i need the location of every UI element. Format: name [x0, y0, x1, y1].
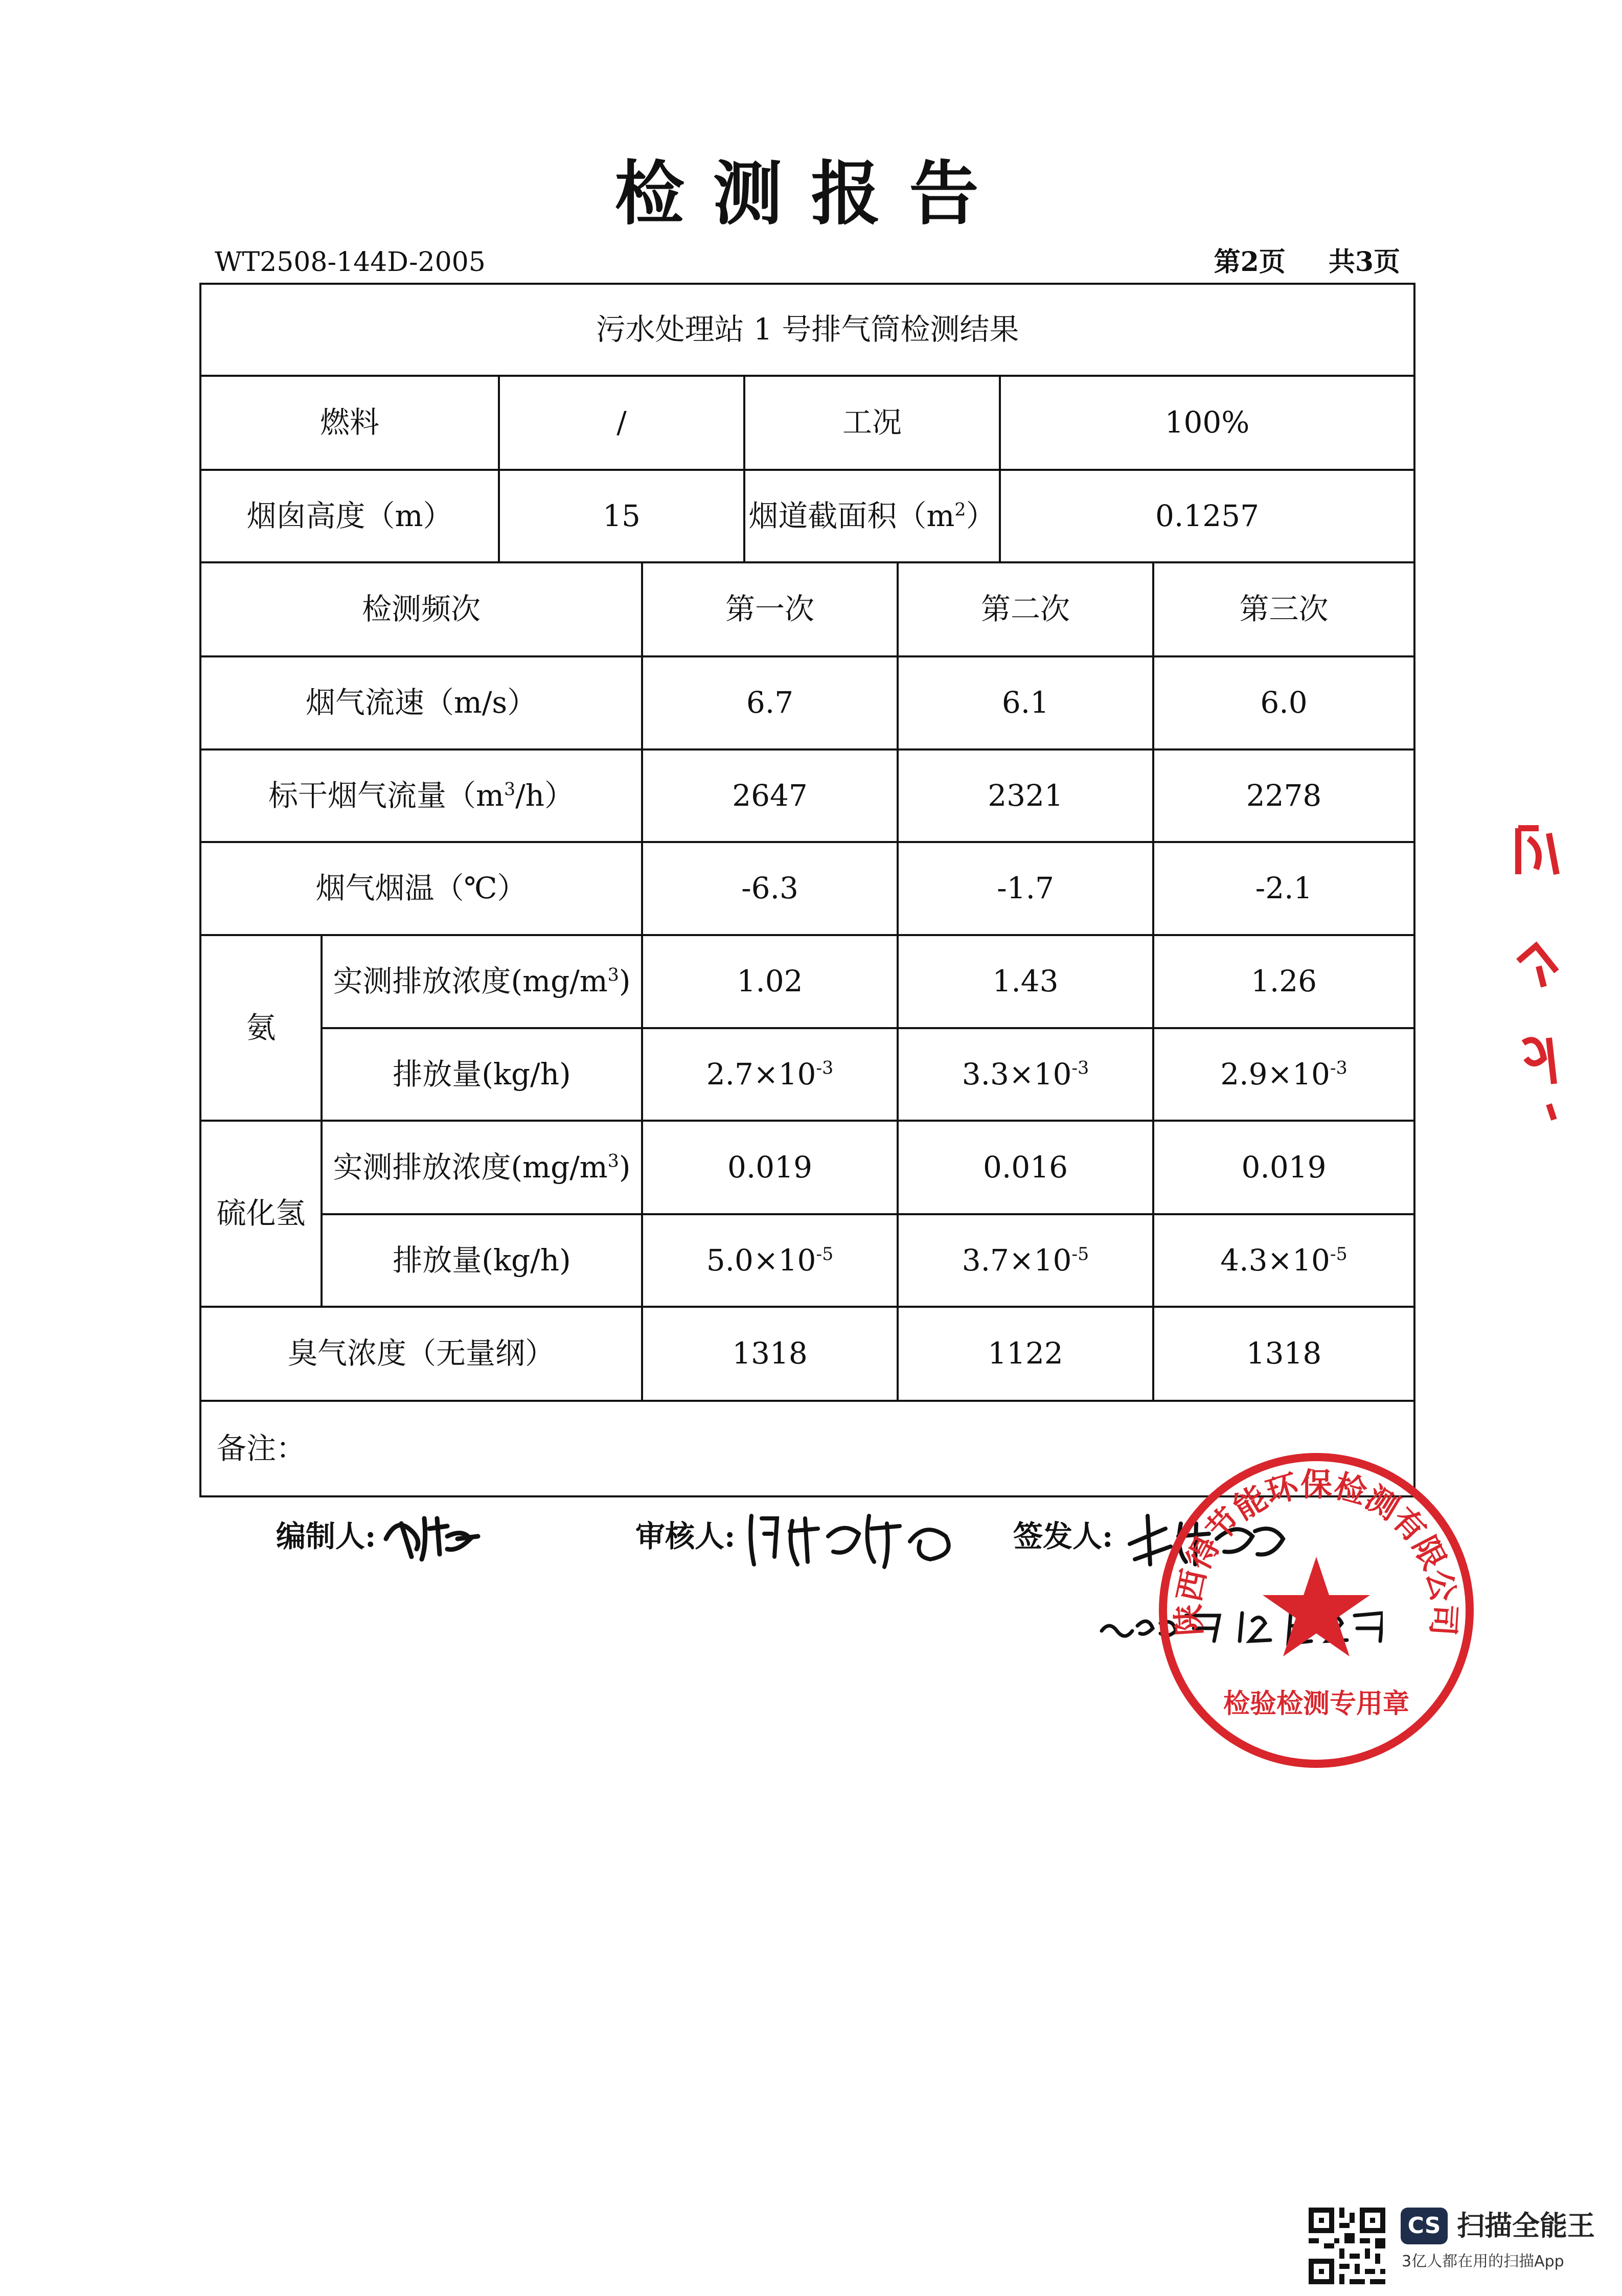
flue-area-label-sup: 2 [954, 499, 966, 520]
h2s-rate-3-base: 4.3×10 [1220, 1242, 1330, 1278]
ammonia-rate-1 [642, 1028, 898, 1121]
flow-label-end: /h） [515, 778, 575, 813]
ammonia-rate-3-exp: -3 [1330, 1058, 1347, 1079]
camscanner-tagline: 3亿人都在用的扫描App [1402, 2253, 1564, 2270]
h2s-rate-2-base: 3.7×10 [962, 1242, 1072, 1278]
ammonia-conc-label-main: 实测排放浓度(mg/m [333, 964, 608, 999]
condition-label: 工况 [744, 376, 1000, 470]
run-label-3: 第三次 [1153, 562, 1414, 656]
odor-value-1: 1318 [642, 1307, 898, 1401]
h2s-rate-3 [1153, 1214, 1414, 1307]
h2s-conc-label-end: ) [619, 1149, 631, 1185]
temperature-label: 烟气烟温（℃） [200, 842, 642, 935]
flue-area-label [744, 470, 1000, 562]
flow-value-1: 2647 [642, 749, 898, 842]
chimney-height-label: 烟囱高度（m） [200, 470, 499, 562]
seal-bottom-text: 检验检测专用章 [1223, 1689, 1410, 1719]
velocity-value-2: 6.1 [898, 656, 1153, 749]
ammonia-conc-label [322, 935, 642, 1028]
odor-value-3: 1318 [1153, 1307, 1414, 1401]
flow-label [200, 749, 642, 842]
run-label-2: 第二次 [898, 562, 1153, 656]
flow-label-main: 标干烟气流量（m [268, 778, 504, 813]
velocity-value-3: 6.0 [1153, 656, 1414, 749]
page-info [1214, 244, 1400, 280]
flow-label-sup: 3 [504, 779, 516, 800]
remarks: 备注： [200, 1401, 1414, 1496]
page-number: 第2页 [1214, 246, 1286, 278]
fuel-label: 燃料 [200, 376, 499, 470]
temperature-value-2: -1.7 [898, 842, 1153, 935]
flow-value-2: 2321 [898, 749, 1153, 842]
ammonia-rate-2 [898, 1028, 1153, 1121]
ammonia-conc-label-end: ) [619, 964, 631, 999]
velocity-label: 烟气流速（m/s） [200, 656, 642, 749]
temperature-value-1: -6.3 [642, 842, 898, 935]
flue-area-label-main: 烟道截面积（m [748, 498, 955, 533]
ammonia-conc-1: 1.02 [642, 935, 898, 1028]
h2s-rate-3-exp: -5 [1330, 1244, 1347, 1265]
ammonia-label: 氨 [200, 935, 322, 1121]
ammonia-rate-label: 排放量(kg/h) [322, 1028, 642, 1121]
page-total: 共3页 [1328, 246, 1400, 278]
ammonia-conc-3: 1.26 [1153, 935, 1414, 1028]
temperature-value-3: -2.1 [1153, 842, 1414, 935]
table-caption: 污水处理站 1 号排气筒检测结果 [200, 284, 1414, 376]
odor-label: 臭气浓度（无量纲） [200, 1307, 642, 1401]
h2s-conc-3: 0.019 [1153, 1121, 1414, 1214]
ammonia-conc-label-sup: 3 [607, 965, 619, 986]
results-table [199, 283, 1415, 1497]
h2s-rate-2 [898, 1214, 1153, 1307]
h2s-rate-2-exp: -5 [1071, 1244, 1089, 1265]
h2s-conc-label-sup: 3 [607, 1151, 619, 1172]
official-seal [1153, 1447, 1480, 1774]
camscanner-name: 扫描全能王 [1457, 2210, 1595, 2242]
h2s-conc-1: 0.019 [642, 1121, 898, 1214]
camscanner-logo-icon: CS [1401, 2208, 1448, 2244]
condition-value: 100% [1000, 376, 1414, 470]
margin-seal-fragments [1508, 818, 1564, 1125]
compiler-signature [381, 1508, 483, 1564]
velocity-value-1: 6.7 [642, 656, 898, 749]
fuel-value: / [499, 376, 744, 470]
chimney-height-value: 15 [499, 470, 744, 562]
ammonia-conc-2: 1.43 [898, 935, 1153, 1028]
h2s-conc-label-main: 实测排放浓度(mg/m [333, 1149, 608, 1185]
run-label-1: 第一次 [642, 562, 898, 656]
h2s-conc-label [322, 1121, 642, 1214]
flow-value-3: 2278 [1153, 749, 1414, 842]
frequency-label: 检测频次 [200, 562, 642, 656]
flue-area-label-end: ） [966, 498, 996, 533]
ammonia-rate-2-exp: -3 [1071, 1058, 1089, 1079]
ammonia-rate-1-base: 2.7×10 [706, 1056, 816, 1092]
ammonia-rate-3-base: 2.9×10 [1220, 1056, 1330, 1092]
ammonia-rate-3 [1153, 1028, 1414, 1121]
h2s-label: 硫化氢 [200, 1121, 322, 1307]
ammonia-rate-1-exp: -3 [816, 1058, 834, 1079]
document-number: WT2508-144D-2005 [215, 247, 486, 278]
issuer-label: 签发人: [1013, 1519, 1113, 1554]
seal-star-icon [1263, 1557, 1370, 1656]
h2s-rate-label: 排放量(kg/h) [322, 1214, 642, 1307]
h2s-rate-1-exp: -5 [816, 1244, 834, 1265]
flue-area-value: 0.1257 [1000, 470, 1414, 562]
odor-value-2: 1122 [898, 1307, 1153, 1401]
h2s-rate-1 [642, 1214, 898, 1307]
reviewer-signature [741, 1506, 976, 1572]
report-title: 检测报告 [614, 154, 1008, 235]
compiler-label: 编制人: [276, 1519, 376, 1554]
h2s-conc-2: 0.016 [898, 1121, 1153, 1214]
seal-ring-text: 陕西得节能环保检测有限公司 [1169, 1466, 1464, 1637]
qr-code-icon [1309, 2208, 1385, 2284]
h2s-rate-1-base: 5.0×10 [706, 1242, 816, 1278]
reviewer-label: 审核人: [635, 1519, 736, 1554]
ammonia-rate-2-base: 3.3×10 [962, 1056, 1072, 1092]
